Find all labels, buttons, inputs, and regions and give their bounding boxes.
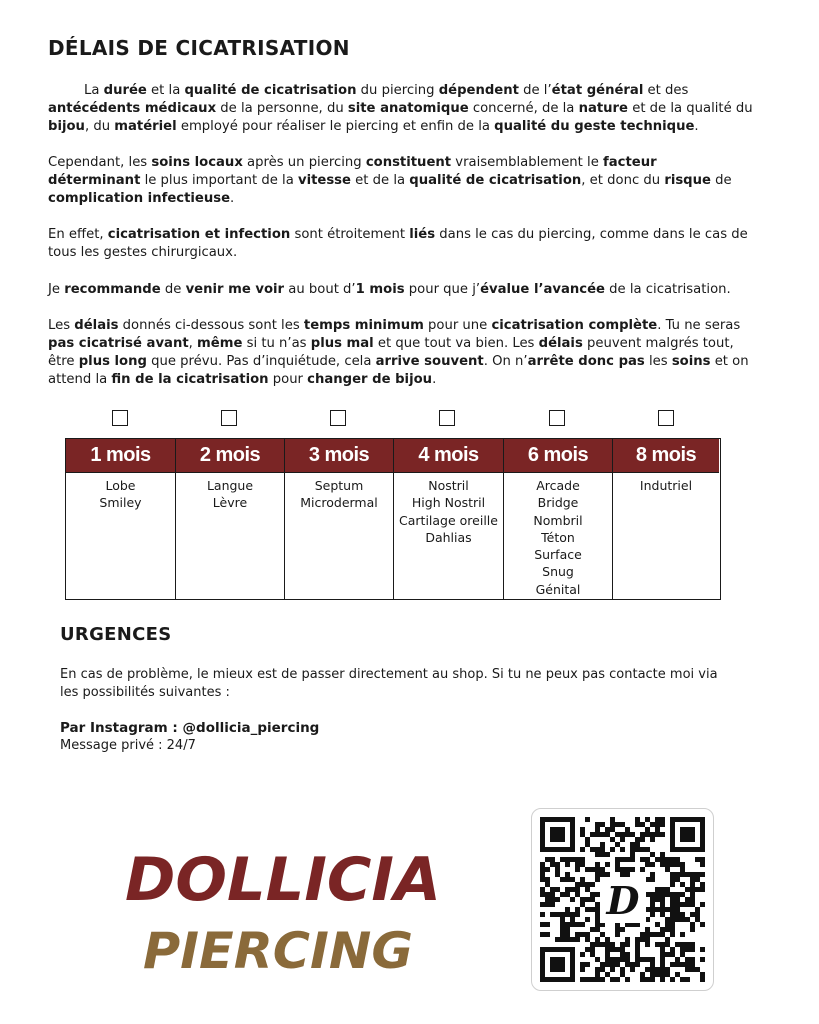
emphasis: complication infectieuse (48, 191, 231, 206)
emphasis: venir me voir (185, 282, 285, 297)
emphasis: facteur déterminant (48, 155, 657, 188)
checkbox-1-mois[interactable] (112, 410, 128, 426)
table-column (66, 439, 175, 599)
emphasis: qualité du geste technique (494, 119, 695, 134)
piercing-type: Dahlias (425, 529, 472, 545)
checkbox-2-mois[interactable] (221, 410, 237, 426)
urgences-title: URGENCES (60, 624, 172, 645)
emphasis: vitesse (297, 173, 351, 188)
emphasis: fin de la cicatrisation (111, 372, 269, 387)
emphasis: cicatrisation et infection (107, 227, 291, 242)
paragraph-minimum-times: Les délais donnés ci-dessous sont les temps minimum pour une cicatrisation complète. Tu ne seras pas cicatrisé avant, même si tu n’as plus mal et que tout va bien. Les délais peuvent malgrés tout, être plus long que prévu. Pas d’inquiétude, cela arrive souvent. On n’arrête donc pas les soins et on attend la fin de la cicatrisation pour changer de bijou. (48, 318, 749, 387)
checkbox-4-mois[interactable] (439, 410, 455, 426)
piercing-type: Microdermal (300, 495, 378, 511)
paragraph-recommendation: Je recommande de venir me voir au bout d’1 mois pour que j’évalue l’avancée de la cicatrisation. (48, 282, 731, 297)
piercing-type: Smiley (99, 495, 142, 511)
emphasis: antécédents médicaux (48, 101, 217, 116)
piercing-type: Surface (534, 547, 582, 563)
piercing-type: Nombril (533, 512, 583, 528)
column-header: 1 mois (66, 439, 175, 473)
logo-line-2: PIERCING (143, 922, 413, 980)
emphasis: délais (74, 318, 119, 333)
emphasis: état général (551, 83, 644, 98)
emphasis: matériel (114, 119, 177, 134)
piercing-type: Téton (541, 529, 575, 545)
checkbox-3-mois[interactable] (330, 410, 346, 426)
emphasis: plus mal (310, 336, 374, 351)
emphasis: temps minimum (303, 318, 424, 333)
piercing-type: Bridge (537, 495, 579, 511)
emphasis: recommande (64, 282, 161, 297)
emphasis: changer de bijou (307, 372, 433, 387)
piercing-type: Nostril (428, 478, 469, 493)
piercing-type: Langue (206, 478, 254, 493)
paragraph-healing-factors: La durée et la qualité de cicatrisation du piercing dépendent de l’état général et des antécédents médicaux de la personne, du site anatomique concerné, de la nature et de la qualité du bijou, du matériel employé pour réaliser le piercing et enfin de la qualité du geste technique. (48, 83, 753, 134)
column-items (394, 473, 503, 546)
piercing-type: Lobe (105, 478, 136, 493)
emphasis: délais (538, 336, 583, 351)
table-column (612, 439, 719, 599)
emphasis: soins (671, 354, 711, 369)
column-items (66, 473, 175, 512)
emphasis: même (197, 336, 243, 351)
piercing-type: Indutriel (639, 478, 693, 493)
checkbox-8-mois[interactable] (658, 410, 674, 426)
qr-center-logo: D (600, 877, 646, 923)
table-column (503, 439, 612, 599)
logo-line-1: DOLLICIA (125, 845, 441, 915)
piercing-type: Lèvre (212, 495, 248, 511)
emphasis: dépendent (438, 83, 519, 98)
table-column (284, 439, 393, 599)
piercing-type: Snug (542, 564, 574, 580)
paragraph-local-care: Cependant, les soins locaux après un piercing constituent vraisemblablement le facteur déterminant le plus important de la vitesse et de la qualité de cicatrisation, et donc du risque de complication infectieuse. (48, 155, 732, 206)
emphasis: liés (409, 227, 436, 242)
checkbox-row (65, 410, 721, 430)
urgences-text: En cas de problème, le mieux est de passer directement au shop. Si tu ne peux pas contacte moi via les possibilités suivantes : (60, 667, 718, 700)
emphasis: qualité de cicatrisation (184, 83, 357, 98)
emphasis: site anatomique (347, 101, 469, 116)
emphasis: évalue l’avancée (480, 282, 605, 297)
piercing-type: Septum (314, 478, 364, 493)
emphasis: arrive souvent (375, 354, 484, 369)
column-items (613, 473, 719, 494)
table-column (175, 439, 284, 599)
dollicia-logo (118, 830, 448, 980)
emphasis: constituent (365, 155, 452, 170)
emphasis: cicatrisation complète (491, 318, 658, 333)
emphasis: durée (103, 83, 147, 98)
contact-availability: Message privé : 24/7 (60, 738, 196, 753)
column-items (176, 473, 284, 512)
piercing-type: Cartilage oreille (399, 512, 498, 528)
column-header: 3 mois (285, 439, 393, 473)
piercing-type: High Nostril (411, 495, 486, 511)
table-column (393, 439, 503, 599)
column-header: 2 mois (176, 439, 284, 473)
paragraph-infection: En effet, cicatrisation et infection sont étroitement liés dans le cas du piercing, comme dans le cas de tous les gestes chirurgicaux. (48, 227, 748, 260)
emphasis: risque (664, 173, 711, 188)
piercing-type: Génital (535, 581, 581, 597)
qr-code[interactable] (531, 808, 714, 991)
emphasis: plus long (78, 354, 147, 369)
emphasis: pas cicatrisé avant (48, 336, 189, 351)
emphasis: soins locaux (151, 155, 243, 170)
emphasis: bijou (48, 119, 85, 134)
column-header: 4 mois (394, 439, 503, 473)
column-items (285, 473, 393, 512)
page-title: DÉLAIS DE CICATRISATION (48, 36, 350, 60)
column-header: 8 mois (613, 439, 719, 473)
piercing-type: Arcade (536, 478, 580, 493)
emphasis: 1 mois (355, 282, 405, 297)
emphasis: qualité de cicatrisation (409, 173, 582, 188)
column-header: 6 mois (504, 439, 612, 473)
column-items (504, 473, 612, 598)
emphasis: arrête donc pas (527, 354, 645, 369)
emphasis: nature (578, 101, 629, 116)
instagram-contact[interactable]: Par Instagram : @dollicia_piercing (60, 720, 320, 736)
checkbox-6-mois[interactable] (549, 410, 565, 426)
healing-times-table (65, 438, 721, 600)
